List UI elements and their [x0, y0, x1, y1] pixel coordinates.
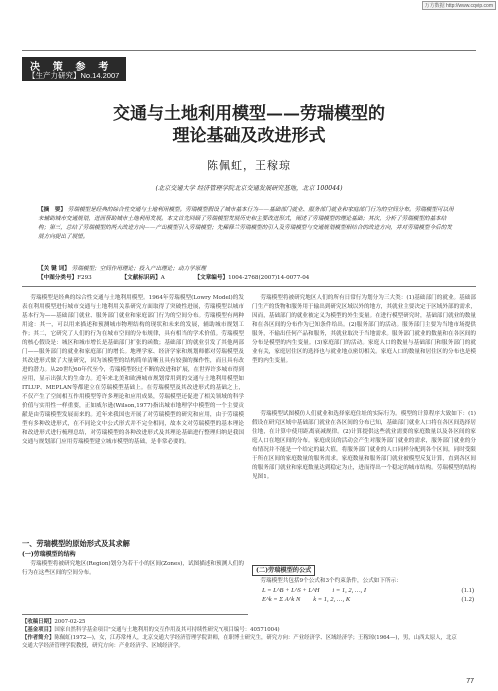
- formula-number: (1.2): [461, 596, 474, 603]
- authors: 陈佩虹，王稼琼: [207, 159, 291, 172]
- paragraph: 劳瑞模型是经典的综合性交通与土地利用模型。1964年劳瑞模型(Lowry Model)的发表在利用模型进行城市交通与土地利用关系研究方面取得了突破性进展，劳瑞模型以城市基本行为——基础部门就业、服务部门就业和家庭部门行为的空间分布。劳瑞模型有两种用途：其一，可以用来描述和预测城市物理结构的现状和未来的发展，辅助城市规划工作；其二，它研究了人们的行为在城市空间的分布规律，具有相当的学术价值。劳瑞模型的核心假设是：城区和城市增长是基础部门扩张的函数；基础部门的就业引发了其他两部门——服务部门的就业和家庭部门的增长。地理学家、经济学家和规划师都对劳瑞模型及其改进形式做了大量研究，因为该模型的结构简单清晰且具有较强的操作性，而且具有改进的潜力。从20世纪60年代至今，劳瑞模型经过不断的改进和扩展，在世界许多城市得到应用，显示出强大的生命力。近年来北美和欧洲城市规划常用到的交通与土地利用模型如ITLUP、MEPLAN等都建立在劳瑞模型基础上。在劳瑞模型及其改进形式的基础之上，不仅产生了空间相互作用模型等许多理论和应用成果，劳瑞模型还促进了相关领域的科学价值与实用性一样重要，正如威尔逊(Wilson,1977)指出城市地理学中模型的一个主要贡献是由劳瑞模型发展而来的。近年来我国也开展了对劳瑞模型的研究和应用，由于劳瑞模型有多种改进形式，在不同论文中公式形式并不完全相同，故本文对劳瑞模型的基本理论和改进形式进行梳理总结，对劳瑞模型的各种改进形式及其理论基础进行整理归纳是我国交通与规划部门应用劳瑞模型建立城市模型的基础，是非常必要的。: [22, 295, 244, 445]
- paragraph: 劳瑞模型将被研究地区(Region)划分为若干小的区间(Zones)，试图描述和预测人们的行为在这些区间的空间分布。: [22, 561, 244, 576]
- formula-expression: E^k = Σ A^k N k = 1, 2, …, K: [262, 596, 351, 603]
- clc-label: 【中图分类号】: [38, 275, 78, 281]
- formula-expression: L = L^B + L^S + L^H i = 1, 2, …, I: [262, 587, 367, 594]
- formula-intro: 劳瑞模型共包括9个公式和3个约束条件，公式如下所示：: [260, 578, 402, 584]
- doc-code-label: 【文献标识码】: [121, 275, 161, 281]
- formula-row: [252, 586, 476, 595]
- right-body-1: [252, 294, 476, 410]
- author-label: 【作者简介】: [22, 635, 55, 641]
- left-column: [22, 294, 244, 578]
- page-number: 77: [466, 678, 474, 685]
- footnote-rule: [22, 614, 248, 615]
- paragraph: 劳瑞模型将被研究地区人们的所有日常行为划分为三大类：(1)基础部门的就业。基础部门生产的货物和服务用于输出到研究区域以外的地方，其就业主要决定于区域外部的需求，因而，基础部门的就业被定义为模型的外生变量。在进行模型研究时，基础部门就业的数量和在各区间的分布作为已知条件给出。(2)服务部门的活动。服务部门主要为当地市场提供服务，不输出任何产品和服务，其就业取决于当地需求。服务部门就业的数量和在各区间的分布是模型的内生变量。(3)家庭部门的活动。家庭人口的数量与基础部门和服务部门的就业有关，家庭居住区的选择也与就业地点密切相关。家庭人口的数量和居住区的分布也是模型的内生变量。: [252, 295, 476, 364]
- column-tag: 【生产力研究】No.14.2007: [28, 71, 120, 80]
- formula-number: (1.1): [461, 587, 474, 594]
- fund-label: 【基金项目】: [22, 627, 55, 633]
- clc-value: F293: [77, 275, 92, 281]
- right-body-2: [252, 410, 476, 562]
- abstract-divider: [22, 286, 476, 287]
- footnotes: [22, 618, 462, 650]
- sub-heading: (一)劳瑞模型的结构: [22, 551, 76, 558]
- article-no-value: 1004-2768(2007)14-0077-04: [228, 275, 310, 281]
- received-label: 【收稿日期】: [22, 619, 55, 625]
- keywords-text: 劳瑞模型；空间作用理论；投入产出理论；动力学原理: [71, 266, 206, 272]
- journal-header-box: [22, 57, 126, 81]
- source-watermark-stamp: 万方数据 http://www.cqvip.com: [422, 1, 496, 10]
- section-heading: 一、劳瑞模型的原始形式及其求解: [22, 539, 130, 548]
- footnote-author: [22, 634, 462, 650]
- top-margin: [0, 0, 498, 9]
- fund-text: 国家自然科学基金项目"交通与土地利用的交互作用及其可持续性研究"(项目编号：40571004): [54, 627, 280, 633]
- keywords: [38, 265, 454, 274]
- keywords-label: 【关 键 词】: [38, 266, 70, 272]
- footnote-fund: [22, 626, 462, 634]
- article-no-label: 【文章编号】: [194, 275, 229, 281]
- article-title-line2: 理论基础及改进形式: [172, 126, 326, 146]
- author-bio: 陈佩虹(1972—)，女，江苏常州人，北京交通大学经济管理学院讲师，在职博士研究生，研究方向：产业经济学、区域经济学；王稼琼(1964—)，男，山西太原人，北京交通大学经济管理学院教授，研究方向：产业经济学、区域经济学。: [22, 635, 457, 649]
- right-column: [252, 294, 476, 604]
- left-body: [22, 294, 244, 534]
- footnote-received: [22, 618, 462, 626]
- abstract-text: 劳瑞模型是经典的综合性交通与土地利用模型。劳瑞模型假设了城市基本行为——基础部门就业、服务部门就业和家庭部门行为的空间分布。劳瑞模型可以用来辅助城市交通规划，进而帮助城市土地利用发展。本文首先回顾了劳瑞模型发展历史和主要改进形式，阐述了劳瑞模型的理论基础；其次，分析了劳瑞模型的基本结构；第三，总结了劳瑞模型的两大改进方向——产出模型引入劳瑞模型；先稀释兰劳瑞模型的引入及劳瑞模型与交通规划模型相结合的改进方向，并对劳瑞模型今后的发展方向提出了展望。: [38, 207, 454, 240]
- abstract: [38, 206, 454, 264]
- classification-line: [38, 274, 454, 283]
- formula-row: [252, 595, 476, 604]
- abstract-label: 【摘 要】: [38, 207, 66, 213]
- journal-name: 决 策 参 考: [30, 62, 114, 73]
- header-rule: [22, 50, 476, 51]
- received-date: 2007-02-25: [54, 619, 86, 625]
- doc-code-value: A: [160, 275, 165, 281]
- paragraph: 劳瑞模型试图模仿人们就业和选择家庭住址的实际行为。模型的计算程序大致如下：(1)假设在研究区域中基础部门就业在各区间的分布已知，基础部门就业人口将在各区间选择居住地，在计算中使用距离衰减规律。(2)计算提供这些就业需要的家庭数量以及各区间的家庭人口在地区间的分布。家庭成员的活动会产生对服务部门就业的需求，服务部门就业的分布情况并不能是一个给定的最大值，将服务部门就业的人口同样分配到各个区间，同时受限于所在区间的家庭数量的服务需求。家庭数量和服务部门就业被模型反复计算，直到各区间的服务部门就业和家庭数量达到稳定为止，进而得出一个稳定的城市结构。劳瑞模型的结构见图1。: [252, 411, 476, 480]
- subsection-box: (二)劳瑞模型的公式: [252, 565, 315, 576]
- affiliation: (北京交通大学 经济管理学院北京交通发展研究基地，北京 100044): [155, 185, 343, 192]
- article-title-line1: 交通与土地利用模型——劳瑞模型的: [113, 104, 385, 124]
